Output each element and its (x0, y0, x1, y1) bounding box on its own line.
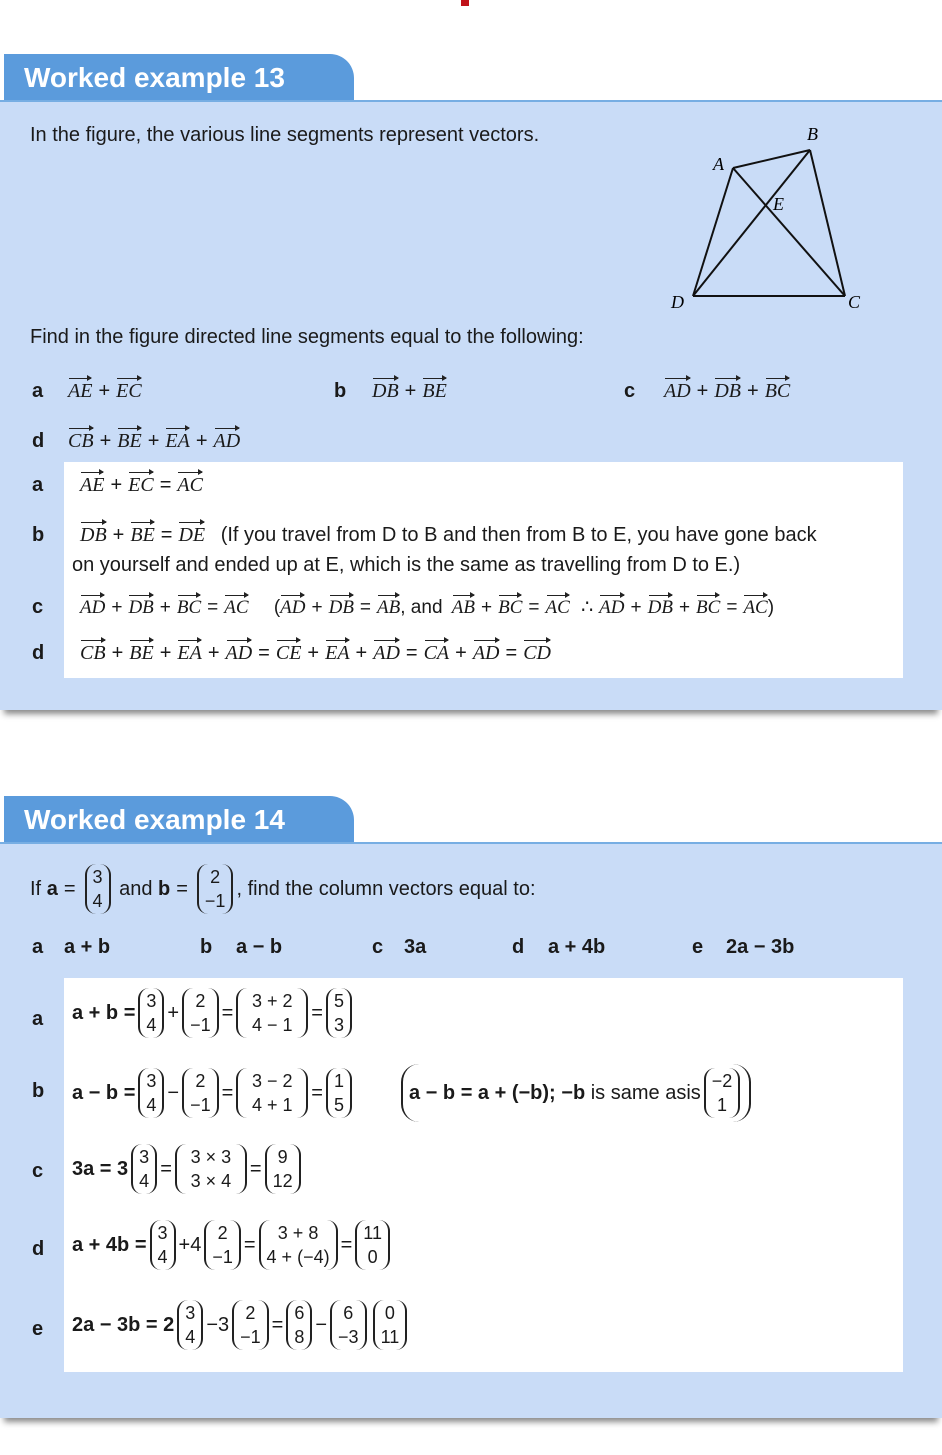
sol-a-label: a (32, 1008, 44, 1030)
sol-b-label: b (32, 1080, 45, 1102)
part-b-label: b (200, 936, 213, 958)
sol-d-expr: a + 4b = 3 4 + 4 2 −1 = 3 + 8 4 + (−4) = 11 0 (72, 1220, 393, 1270)
q-b-label: b (334, 380, 347, 402)
ans-a-label: a (32, 474, 44, 496)
sol-d-label: d (32, 1238, 45, 1260)
ex14-title: Worked example 14 (24, 804, 285, 835)
q-d-expr: CB + BE + EA + AD (68, 430, 241, 452)
sol-e-label: e (32, 1318, 44, 1340)
part-e-label: e (692, 936, 704, 958)
part-c-expr: 3a (404, 936, 427, 958)
ex13-title: Worked example 13 (24, 62, 285, 93)
segment-da (693, 168, 733, 296)
segment-bc (810, 150, 845, 296)
part-c-label: c (372, 936, 384, 958)
vector-b: 2 −1 (197, 864, 234, 914)
worked-example-14-tab (4, 796, 354, 844)
ans-b-note-2: on yourself and ended up at E, which is the same as travelling from D to E.) (72, 554, 741, 576)
q-a-expr: AE + EC (68, 380, 142, 402)
ans-b-expr: DB + BE = DE (If you travel from D to B and then from B to E, you have gone back (80, 524, 817, 546)
label-b: B (807, 124, 818, 144)
label-a: A (713, 154, 724, 174)
q-d-label: d (32, 430, 45, 452)
sol-a-expr: a + b = 3 4 + 2 −1 = 3 + 2 4 − 1 = 5 3 (72, 988, 355, 1038)
sol-e-expr: 2a − 3b = 2 3 4 − 3 2 −1 = 6 8 − 6 −3 0 11 (72, 1300, 410, 1350)
label-d: D (671, 292, 684, 312)
sol-b-note: a − b = a + (−b); −b is same asis −2 1 (401, 1064, 751, 1122)
part-b-expr: a − b (236, 936, 283, 958)
label-e: E (773, 194, 784, 214)
worked-example-14-panel (0, 842, 942, 1418)
part-d-label: d (512, 936, 525, 958)
vector-a: 3 4 (85, 864, 111, 914)
page-top-mark (461, 0, 469, 6)
part-a-label: a (32, 936, 44, 958)
ex14-intro: If a = 3 4 and b = 2 −1 , find the column vectors equal to: (30, 864, 536, 914)
q-b-expr: DB + BE (372, 380, 447, 402)
ex14-answer-box (64, 978, 903, 1372)
ex13-intro: In the figure, the various line segments represent vectors. (30, 124, 540, 146)
quadrilateral-figure (665, 124, 875, 324)
ans-a-expr: AE + EC = AC (80, 474, 203, 496)
label-c: C (848, 292, 861, 312)
q-c-expr: AD + DB + BC (664, 380, 791, 402)
ex13-find: Find in the figure directed line segments equal to the following: (30, 326, 584, 348)
part-a-expr: a + b (64, 936, 111, 958)
segment-ac (733, 168, 845, 296)
ex13-answer-box (64, 462, 903, 678)
worked-example-13-tab (4, 54, 354, 102)
ans-b-note-1: (If you travel from D to B and then from B to E, you have gone back (220, 524, 817, 546)
ans-c-expr: AD + DB + BC = AC (AD + DB = AB, and AB + BC = AC ∴ AD + DB + BC = AC) (80, 597, 775, 618)
segment-bd (693, 150, 810, 296)
worked-example-13-panel (0, 100, 942, 710)
q-c-label: c (624, 380, 636, 402)
sol-c-expr: 3a = 3 3 4 = 3 × 3 3 × 4 = 9 12 (72, 1144, 304, 1194)
part-e-expr: 2a − 3b (726, 936, 795, 958)
sol-b-expr: a − b = 3 4 − 2 −1 = 3 − 2 4 + 1 = 1 5 a − b = a + (−b); −b is same asis −2 1 (72, 1064, 751, 1122)
ans-b-label: b (32, 524, 45, 546)
part-d-expr: a + 4b (548, 936, 606, 958)
ans-d-expr: CB + BE + EA + AD = CE + EA + AD = CA + AD = CD (80, 642, 551, 664)
ans-d-label: d (32, 642, 45, 664)
sol-c-label: c (32, 1160, 44, 1182)
ans-c-label: c (32, 596, 44, 618)
q-a-label: a (32, 380, 44, 402)
